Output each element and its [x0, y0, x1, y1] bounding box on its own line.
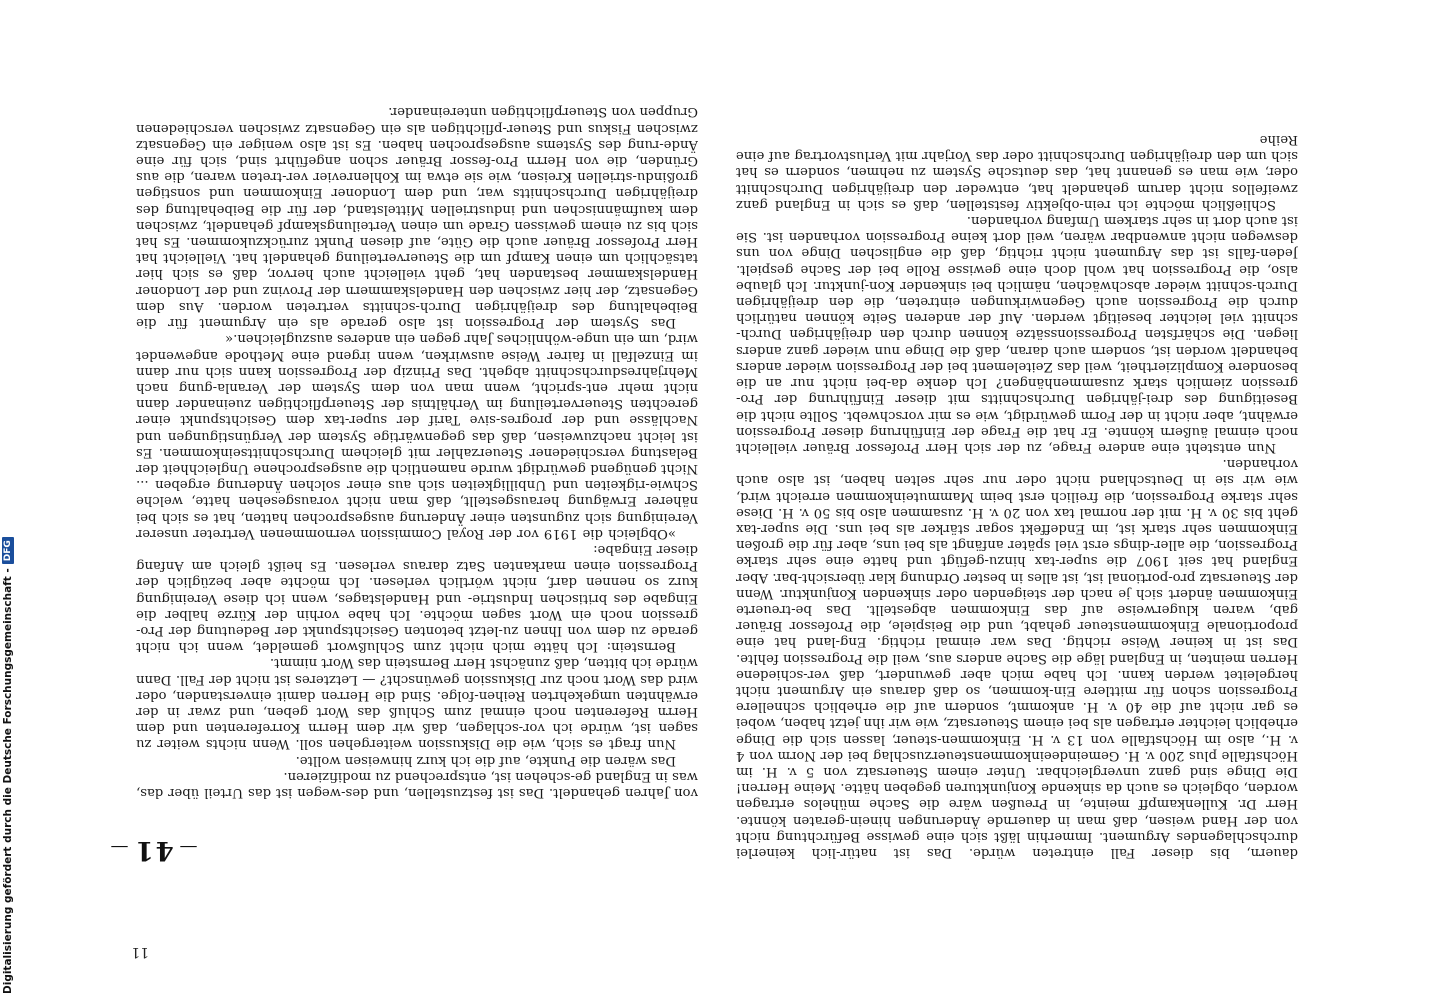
footer-text: Digitalisierung gefördert durch die Deutsche Forschungsgemeinschaft - [2, 568, 14, 994]
signature-mark: 11 [131, 944, 149, 960]
paragraph: Nun fragt es sich, wie die Diskussion weitergehen soll. Wenn nichts weiter zu sagen ist, würde ich vor-schlagen, daß wir dem Herrn Korreferenten und dem Herrn Referenten noch einmal zum Schluß das Wort geben, und zwar in der erwähnten umgekehrten Reihen-folge. Sind die Herren damit einverstanden, oder wird das Wort noch zur Diskussion gewünscht? — Letzteres ist nicht der Fall. Dann würde ich bitten, daß zunächst Herr Bernstein das Wort nimmt. [136, 655, 698, 752]
paragraph: Nun entsteht eine andere Frage, zu der sich Herr Professor Bräuer vielleicht noch einmal äußern könnte. Er hat die Frage der Einführung dieser Progression erwähnt, aber nicht in der Form gewürdigt, wie es mir vorschwebt. Sollte nicht die Beseitigung des drei-jährigen Durchschnitts mit dieser Einführung der Pro-gression ziemlich stark zusammenhängen? Ich denke da-bei nicht nur an die besondere Kompliziertheit, weil das Zeitelement bei der Progression wieder anders behandelt worden ist, sondern auch daran, daß die Dinge nun wieder ganz anders liegen. Die schärfsten Progressionssätze können durch den dreijährigen Durch-schnitt viel leichter beseitigt werden. Auf der anderen Seite können natürlich durch die Progression auch Gegenwirkungen eintreten, die den dreijährigen Durch-schnitt wieder abschwächen, nämlich bei sinkender Kon-junktur. Ich glaube also, die Progression hat wohl doch eine gewisse Rolle bei der Sache gespielt. Jeden-falls ist das Argument nicht richtig, daß die englischen Dinge von uns deswegen nicht anwendbar wären, weil dort keine Progression vorhanden ist. Sie ist auch dort in sehr starkem Umfang vorhanden. [736, 213, 1298, 455]
paragraph: Schließlich möchte ich rein-objektiv feststellen, daß es sich in England ganz zweifellos nicht darum gehandelt hat, entweder den dreijährigen Durchschnitt oder, wie man es genannt hat, das deutsche System zu nehmen, sondern es hat sich um den dreijährigen Durchschnitt oder das Vorjahr mit Verlustvortrag auf eine Reihe [736, 132, 1298, 212]
digitization-footer [2, 394, 20, 994]
paragraph: Das wären die Punkte, auf die ich kurz hinweisen wollte. [295, 752, 676, 768]
paragraph: dauern, bis dieser Fall eintreten würde. Das ist natür-lich keinerlei durchschlagendes Argument. Immerhin läßt sich eine gewisse Befürchtung nicht von der Hand weisen, daß man in dauernde Änderungen hinein-geraten könnte. Herr Dr. Kullenkampff meinte, in Preußen wäre die Sache mühelos ertragen worden, obgleich es auch da sinkende Konjunkturen gegeben hätte. Meine Herren! Die Dinge sind ganz unvergleichbar. Unter einem Steuersatz von 5 v. H. im Höchstfalle plus 200 v. H. Gemeindeeinkommensteuerzuschlag bei der Norm von 4 v. H., also im Höchstfalle von 13 v. H. Einkommen-steuer, lassen sich die Dinge erheblich leichter ertragen als bei einem Steuersatz, wie wir ihn jetzt haben, wobei es gar nicht auf die 40 v. H. ankommt, sondern auf die erheblich schnellere Progression schon für mittlere Ein-kommen, so daß daraus ein Argument nicht hergeleitet werden kann. Ich habe mich aber gewundert, daß ver-schiedene Herren meinten, in England läge die Sache anders aus, weil die Progression fehlte. Das ist in keiner Weise richtig. Das war einmal richtig. Eng-land hat eine proportionale Einkommensteuer gehabt, und die Beispiele, die Professor Bräuer gab, waren klugerweise auf das Einkommen abgestellt. Das be-treuerte Einkommen ändert sich je nach der steigenden oder sinkenden Konjunktur. Wenn der Steuersatz pro-portional ist, ist alles in bester Ordnung klar übersicht-bar. Aber England hat seit 1907 die super-tax hinzu-gefügt und hatte eine sehr starke Progression, die aller-dings erst viel später anfängt als bei uns, aber für die großen Einkommen sehr stark ist, im Endeffekt sogar stärker als bei uns. Die super-tax geht bis 30 v. H. mit der normal tax von 20 v. H. zusammen also bis 50 v. H. Diese sehr starke Progression, die freilich erst beim Mammuteinkommen erreicht wird, wie wir sie in Deutschland nicht oder nur sehr selten haben, ist also auch vorhanden. [736, 456, 1298, 860]
paragraph: von Jahren gehandelt. Das ist festzustellen, und des-wegen ist das Urteil über das, was in England ge-schehen ist, entsprechend zu modifizieren. [136, 768, 698, 800]
quotation: »Obgleich die 1919 vor der Royal Commission vernommenen Vertreter unserer Vereinigung sich zugunsten einer Änderung ausgesprochen hatten, hat es sich bei näherer Erwägung herausgestellt, daß man nicht vorausgesehen hatte, welche Schwie-rigkeiten und Unbilligkeiten sich aus einer solchen Änderung ergeben ... Nicht genügend gewürdigt wurde namentlich die ausgesprochene Ungleichheit der Belastung verschiedener Steuerzahler mit gleichem Durchschnittseinkommen. Es ist leicht nachzuweisen, daß das gegenwärtige System der Vergünstigungen und Nachlässe und der progres-sive Tarif der super-tax dem Gesichtspunkt einer gerechten Steuerverteilung im Verhältnis der Steuerpflichtigen zueinander dann nicht mehr ent-spricht, wenn man von dem System der Veranla-gung nach Mehrjahresdurchschnitt abgeht. Das Prinzip der Progression kann sich nur dann im Einzelfall in fairer Weise auswirken, wenn irgend eine Methode angewendet wird, um ein unge-wöhnliches Jahr gegen ein anderes auszugleichen.« [136, 331, 698, 541]
paragraph: Das System der Progression ist also gerade als ein Argument für die Beibehaltung des dreijährigen Durch-schnitts vertreten worden. Aus dem Gegensatz, der hier zwischen den Handelskammern der Provinz und der Londoner Handelskammer bestanden hat, geht vielleicht auch hervor, daß es sich hier tatsächlich um einen Kampf um die Steuerverteilung gehandelt hat. Vielleicht hat Herr Professor Bräuer auch die Güte, auf diesen Punkt zurückzukommen. Es hat sich bis zu einem gewissen Grade um einen Verteilungskampf gehandelt, zwischen dem kaufmännischen und industriellen Mittelstand, der für die Beibehaltung des dreijährigen Durchschnitts war, und dem Londoner Einkommen und sonstigen großindu-striellen Kreisen, wie sie etwa im Kohlenrevier ver-treten waren, die aus Gründen, die von Herrn Pro-fessor Bräuer schon angeführt sind, sich für eine Ände-rung des Systems ausgesprochen haben. Es ist also weniger ein Gegensatz zwischen Fiskus und Steuer-pflichtigen als ein Gegensatz zwischen verschiedenen Gruppen von Steuerpflichtigen untereinander. [136, 104, 698, 331]
text-column-left [736, 24, 1298, 860]
text-column-right [136, 24, 698, 800]
dfg-logo: DFG [2, 537, 14, 564]
paragraph: Bernstein: Ich hätte mich nicht zum Schlußwort gemeldet, wenn ich nicht gerade zu dem von Ihnen zu-letzt betonten Gesichtspunkt der Bedeutung der Pro-gression noch ein Wort sagen möchte. Ich habe vorhin der Kürze halber die Eingabe des britischen Industrie- und Handelstages, wenn ich diese Vereinigung kurz so nennen darf, nicht wörtlich verlesen. Ich möchte aber bezüglich der Progression einen markanten Satz daraus verlesen. Es heißt gleich am Anfang dieser Eingabe: [136, 541, 698, 655]
page-number: 41 [133, 835, 174, 865]
page-header: — 41 — [110, 835, 198, 865]
